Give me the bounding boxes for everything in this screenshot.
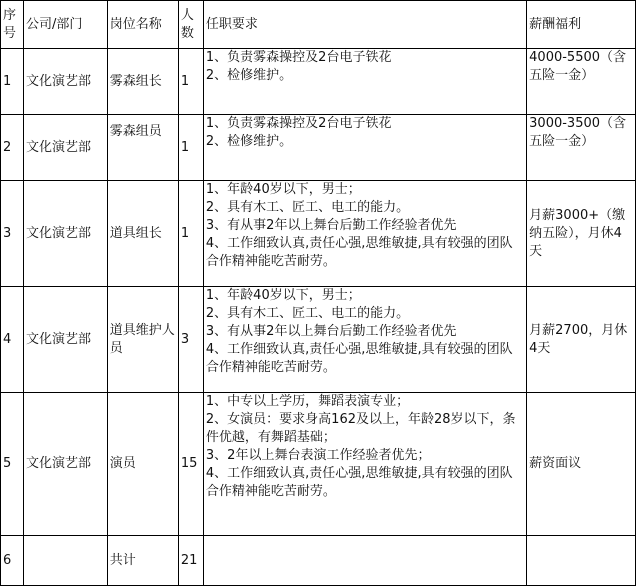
- row-requirements: [203, 393, 526, 536]
- row-company: 文化演艺部: [24, 49, 108, 115]
- row-position-label: 雾森组员: [109, 124, 162, 139]
- requirement-line: 1、年龄40岁以下，男士；: [205, 182, 361, 197]
- row-no: 2: [1, 115, 24, 181]
- row-requirements: [203, 49, 526, 115]
- table-row: [1, 536, 636, 586]
- header-company: 公司/部门: [24, 1, 108, 49]
- row-salary: 月薪3000+（缴纳五险），月休4天: [527, 181, 636, 287]
- requirement-line: 3、2年以上舞台表演工作经验者优先；: [205, 448, 431, 463]
- row-requirements: [203, 115, 526, 181]
- row-count: 21: [178, 536, 203, 586]
- row-position: 演员: [107, 393, 178, 536]
- row-no: 3: [1, 181, 24, 287]
- requirement-line: 1、年龄40岁以下，男士；: [205, 288, 361, 303]
- row-requirements: [203, 181, 526, 287]
- row-position: 道具维护人员: [107, 287, 178, 393]
- table-row: [1, 115, 636, 181]
- row-no: 5: [1, 393, 24, 536]
- row-salary: 3000-3500（含五险一金）: [527, 115, 636, 181]
- row-count: 3: [178, 287, 203, 393]
- requirement-line: 4、工作细致认真,责任心强,思维敏捷,具有较强的团队合作精神能吃苦耐劳。: [205, 342, 513, 375]
- requirement-line: 2、具有木工、匠工、电工的能力。: [205, 306, 410, 321]
- row-count: 1: [178, 181, 203, 287]
- requirement-line: 4、工作细致认真,责任心强,思维敏捷,具有较强的团队合作精神能吃苦耐劳。: [205, 236, 513, 269]
- row-requirements: [203, 536, 526, 586]
- row-company: [24, 536, 108, 586]
- row-salary: 月薪2700，月休4天: [527, 287, 636, 393]
- requirement-line: 1、负责雾森操控及2台电子铁花: [205, 116, 392, 131]
- requirement-line: 2、具有木工、匠工、电工的能力。: [205, 200, 410, 215]
- requirement-line: 2、女演员：要求身高162及以上，年龄28岁以下，条件优越，有舞蹈基础；: [205, 412, 516, 445]
- requirement-line: 1、负责雾森操控及2台电子铁花: [205, 50, 392, 65]
- requirement-line: 1、中专以上学历，舞蹈表演专业；: [205, 394, 410, 409]
- row-position: 道具组长: [107, 181, 178, 287]
- row-company: 文化演艺部: [24, 287, 108, 393]
- row-position: [107, 115, 178, 181]
- row-no: 1: [1, 49, 24, 115]
- table-header-row: [1, 1, 636, 49]
- header-count: 人数: [178, 1, 203, 49]
- row-company: 文化演艺部: [24, 115, 108, 181]
- row-company: 文化演艺部: [24, 393, 108, 536]
- header-position: 岗位名称: [107, 1, 178, 49]
- table-row: [1, 287, 636, 393]
- requirement-line: 4、工作细致认真,责任心强,思维敏捷,具有较强的团队合作精神能吃苦耐劳。: [205, 466, 513, 499]
- row-position: 雾森组长: [107, 49, 178, 115]
- row-company: 文化演艺部: [24, 181, 108, 287]
- row-count: 1: [178, 49, 203, 115]
- row-count: 15: [178, 393, 203, 536]
- row-salary: 4000-5500（含五险一金）: [527, 49, 636, 115]
- header-salary: 薪酬福利: [527, 1, 636, 49]
- header-no: 序号: [1, 1, 24, 49]
- table-row: [1, 49, 636, 115]
- row-count: 1: [178, 115, 203, 181]
- row-position: 共计: [107, 536, 178, 586]
- row-salary: [527, 536, 636, 586]
- row-no: 6: [1, 536, 24, 586]
- table-row: [1, 181, 636, 287]
- requirement-line: 3、有从事2年以上舞台后勤工作经验者优先: [205, 324, 457, 339]
- row-requirements: [203, 287, 526, 393]
- requirement-line: 2、检修维护。: [205, 134, 293, 149]
- row-salary: 薪资面议: [527, 393, 636, 536]
- requirement-line: 3、有从事2年以上舞台后勤工作经验者优先: [205, 218, 457, 233]
- row-no: 4: [1, 287, 24, 393]
- header-requirements: 任职要求: [203, 1, 526, 49]
- table-row: [1, 393, 636, 536]
- requirement-line: 2、检修维护。: [205, 68, 293, 83]
